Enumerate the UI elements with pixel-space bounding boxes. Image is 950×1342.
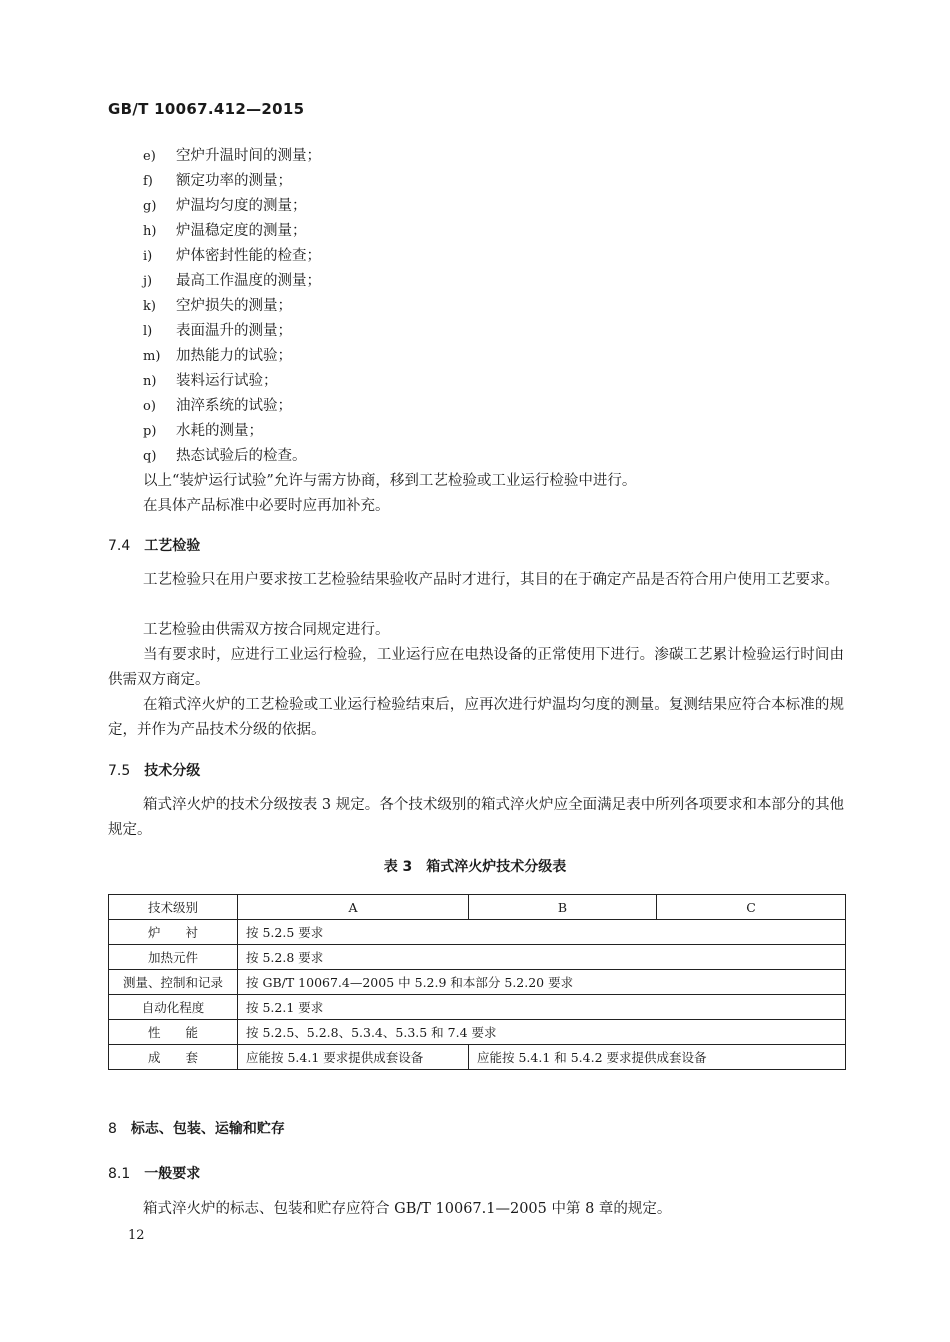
body-paragraph: 在箱式淬火炉的工艺检验或工业运行检验结束后，应再次进行炉温均匀度的测量。复测结果应符合本标准的规定，并作为产品技术分级的依据。 — [108, 697, 844, 738]
chapter-heading-8 — [108, 1118, 285, 1138]
list-marker: e) — [143, 149, 156, 164]
table-header-row — [109, 895, 846, 920]
section-heading-7-5 — [108, 760, 200, 780]
list-marker: p) — [143, 424, 157, 439]
note-paragraph: 以上“装炉运行试验”允许与需方协商，移到工艺检验或工业运行检验中进行。 — [143, 473, 637, 489]
list-item — [143, 369, 321, 394]
row-value-a: 应能按 5.4.1 要求提供成套设备 — [238, 1045, 469, 1070]
section-number: 7.5 — [108, 763, 131, 779]
section-title: 工艺检验 — [144, 538, 201, 554]
list-marker: l) — [143, 324, 153, 339]
section-heading-8-1 — [108, 1163, 200, 1183]
list-item — [143, 219, 321, 244]
chapter-number: 8 — [108, 1121, 117, 1137]
list-item — [143, 169, 321, 194]
list-marker: h) — [143, 224, 157, 239]
list-marker: g) — [143, 199, 157, 214]
section-number: 8.1 — [108, 1166, 131, 1182]
list-text: 装料运行试验； — [176, 373, 278, 389]
table-header-cell: 技术级别 — [109, 895, 238, 920]
list-marker: o) — [143, 399, 156, 414]
list-text: 炉温均匀度的测量； — [176, 198, 307, 214]
section-title: 技术分级 — [144, 763, 201, 779]
row-value-bc: 应能按 5.4.1 和 5.4.2 要求提供成套设备 — [469, 1045, 846, 1070]
list-marker: k) — [143, 299, 156, 314]
list-marker: n) — [143, 374, 157, 389]
test-items-list — [143, 144, 321, 469]
table-row — [109, 1045, 846, 1070]
table-row — [109, 1020, 846, 1045]
note-paragraph: 在具体产品标准中必要时应再加补充。 — [143, 498, 390, 514]
list-item — [143, 244, 321, 269]
list-text: 热态试验后的检查。 — [176, 448, 307, 464]
list-text: 水耗的测量； — [176, 423, 263, 439]
table-row — [109, 995, 846, 1020]
body-paragraph: 当有要求时，应进行工业运行检验，工业运行应在电热设备的正常使用下进行。渗碳工艺累计检验运行时间由供需双方商定。 — [108, 647, 844, 688]
list-text: 额定功率的测量； — [176, 173, 292, 189]
list-item — [143, 194, 321, 219]
row-value: 按 5.2.5、5.2.8、5.3.4、5.3.5 和 7.4 要求 — [238, 1020, 846, 1045]
grade-table — [108, 894, 846, 1070]
list-text: 炉温稳定度的测量； — [176, 223, 307, 239]
list-item — [143, 394, 321, 419]
list-marker: q) — [143, 449, 157, 464]
row-value: 按 GB/T 10067.4—2005 中 5.2.9 和本部分 5.2.20 要求 — [238, 970, 846, 995]
list-item — [143, 419, 321, 444]
list-item — [143, 344, 321, 369]
row-value: 按 5.2.8 要求 — [238, 945, 846, 970]
list-item — [143, 319, 321, 344]
list-text: 油淬系统的试验； — [176, 398, 292, 414]
list-text: 加热能力的试验； — [176, 348, 292, 364]
section-number: 7.4 — [108, 538, 131, 554]
row-label: 加热元件 — [109, 945, 238, 970]
list-item — [143, 294, 321, 319]
body-paragraph: 箱式淬火炉的技术分级按表 3 规定。各个技术级别的箱式淬火炉应全面满足表中所列各项要求和本部分的其他规定。 — [108, 797, 844, 838]
section-title: 一般要求 — [144, 1166, 201, 1182]
list-marker: m) — [143, 349, 161, 364]
row-label: 测量、控制和记录 — [109, 970, 238, 995]
row-value: 按 5.2.1 要求 — [238, 995, 846, 1020]
table-header-cell: B — [469, 895, 657, 920]
table-caption: 表 3 箱式淬火炉技术分级表 — [383, 859, 567, 875]
body-paragraph: 工艺检验只在用户要求按工艺检验结果验收产品时才进行，其目的在于确定产品是否符合用户使用工艺要求。 — [143, 572, 839, 588]
section-heading-7-4 — [108, 535, 200, 555]
standard-code-header: GB/T 10067.412—2015 — [108, 100, 305, 118]
list-text: 最高工作温度的测量； — [176, 273, 321, 289]
table-header-cell: C — [657, 895, 846, 920]
list-item — [143, 144, 321, 169]
chapter-title: 标志、包装、运输和贮存 — [130, 1121, 285, 1137]
list-marker: i) — [143, 249, 153, 264]
table-row — [109, 970, 846, 995]
row-label: 性 能 — [109, 1020, 238, 1045]
row-label: 成 套 — [109, 1045, 238, 1070]
table-header-cell: A — [238, 895, 469, 920]
list-item — [143, 444, 321, 469]
row-label: 炉 衬 — [109, 920, 238, 945]
list-text: 表面温升的测量； — [176, 323, 292, 339]
list-text: 空炉升温时间的测量； — [176, 148, 321, 164]
list-marker: f) — [143, 174, 153, 189]
row-value: 按 5.2.5 要求 — [238, 920, 846, 945]
page-number: 12 — [128, 1228, 145, 1243]
table-row — [109, 920, 846, 945]
list-text: 空炉损失的测量； — [176, 298, 292, 314]
table-row — [109, 945, 846, 970]
body-paragraph: 工艺检验由供需双方按合同规定进行。 — [143, 622, 390, 638]
list-item — [143, 269, 321, 294]
list-marker: j) — [143, 274, 153, 289]
body-paragraph: 箱式淬火炉的标志、包装和贮存应符合 GB/T 10067.1—2005 中第 8 章的规定。 — [143, 1201, 672, 1217]
list-text: 炉体密封性能的检查； — [176, 248, 321, 264]
row-label: 自动化程度 — [109, 995, 238, 1020]
